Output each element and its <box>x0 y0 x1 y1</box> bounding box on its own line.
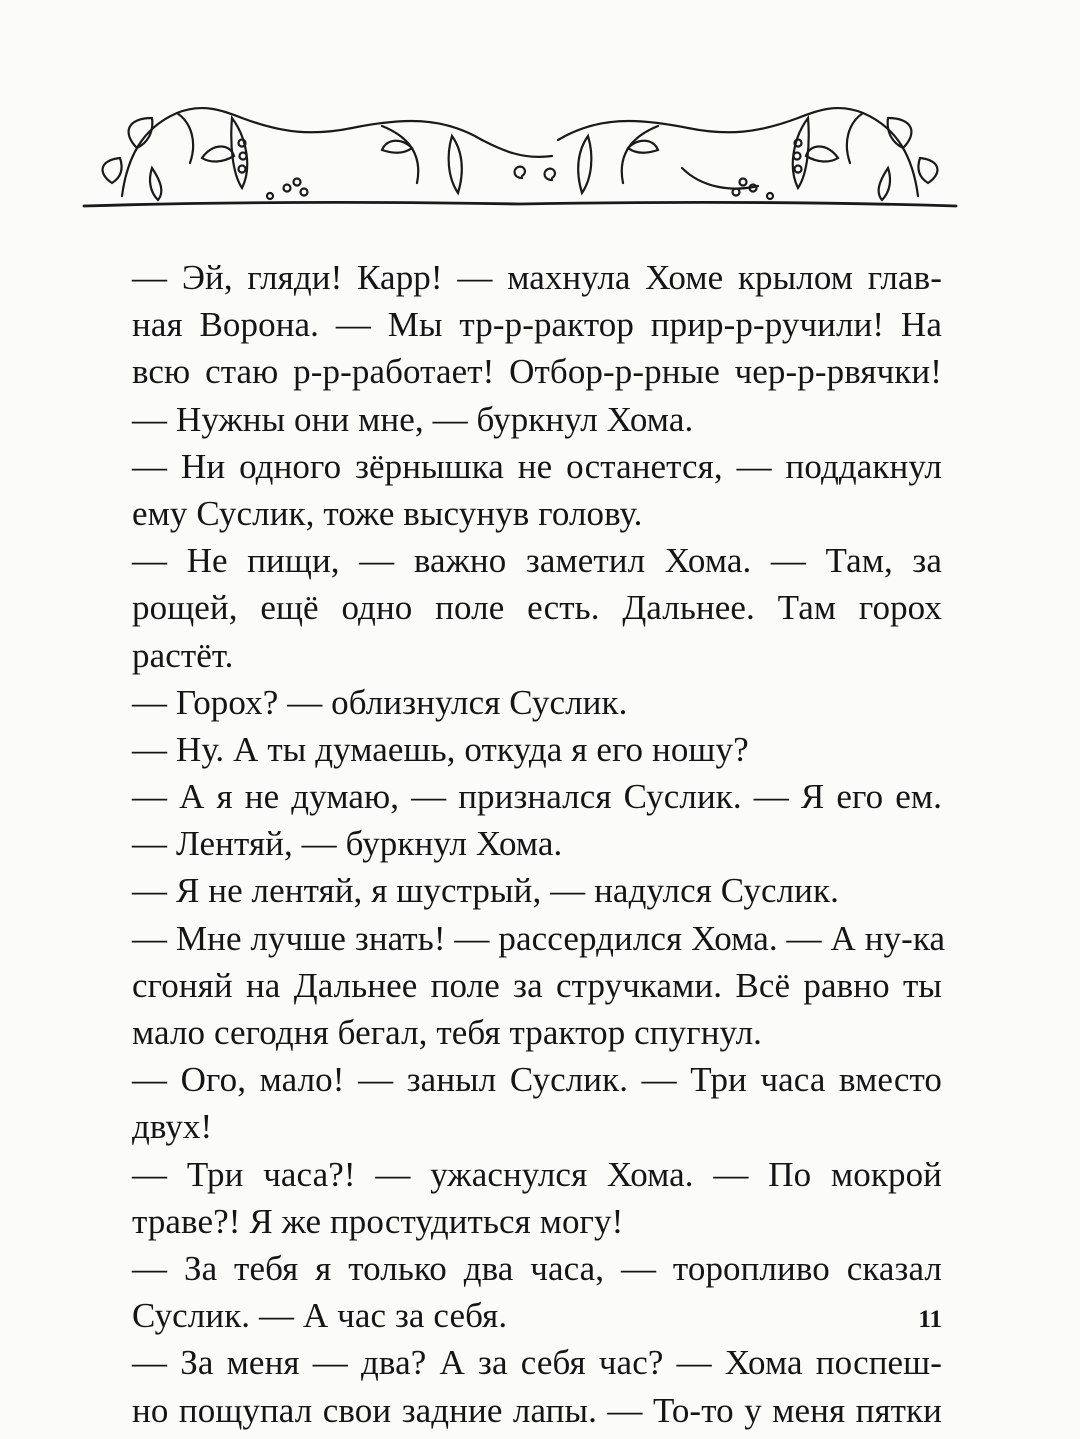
text-line: — Нужны они мне, — буркнул Хома. <box>132 399 694 439</box>
story-text <box>132 254 946 1434</box>
text-line: — Горох? — облизнулся Суслик. <box>132 682 628 722</box>
pea-vine-ornament-icon <box>82 88 958 218</box>
page-number: 11 <box>918 1306 942 1333</box>
text-line: — Мне лучше знать! — рассердился Хома. — А ну-ка <box>132 918 946 958</box>
text-line: ная Ворона. — Мы тр-р-рактор прир-р-ручили! На <box>132 305 942 345</box>
text-line: растёт. <box>132 635 234 675</box>
text-line: — Не пищи, — важно заметил Хома. — Там, за <box>132 541 942 581</box>
text-line: — Ну. А ты думаешь, откуда я его ношу? <box>132 729 749 769</box>
text-line: рощей, ещё одно поле есть. Дальнее. Там горох <box>132 588 942 628</box>
text-line: но пощупал свои задние лапы. — То-то у меня пятки <box>132 1390 942 1430</box>
text-line: — За тебя я только два часа, — торопливо сказал <box>132 1248 942 1288</box>
text-line: — Три часа?! — ужаснулся Хома. — По мокрой <box>132 1154 942 1194</box>
text-line: сгоняй на Дальнее поле за стручками. Всё равно ты <box>132 965 942 1005</box>
text-line: Суслик. — А час за себя. <box>132 1296 508 1336</box>
text-line: — Лентяй, — буркнул Хома. <box>132 824 563 864</box>
text-line: — Эй, гляди! Карр! — махнула Хоме крылом глав- <box>132 258 942 297</box>
text-line: траве?! Я же простудиться могу! <box>132 1201 624 1241</box>
text-line: — Я не лентяй, я шустрый, — надулся Суслик. <box>132 871 839 911</box>
text-line: — Ого, мало! — заныл Суслик. — Три часа вместо <box>132 1060 942 1100</box>
text-line: — Ни одного зёрнышка не останется, — поддакнул <box>132 446 942 486</box>
text-line: ему Суслик, тоже высунув голову. <box>132 493 643 533</box>
text-line: — А я не думаю, — признался Суслик. — Я его ем. <box>132 777 942 817</box>
text-line: мало сегодня бегал, тебя трактор спугнул. <box>132 1013 762 1052</box>
text-line: двух! <box>132 1107 213 1147</box>
text-line: — За меня — два? А за себя час? — Хома поспеш- <box>132 1343 942 1383</box>
text-line: всю стаю р-р-работает! Отбор-р-рные чер-р-рвячки! <box>132 352 942 392</box>
